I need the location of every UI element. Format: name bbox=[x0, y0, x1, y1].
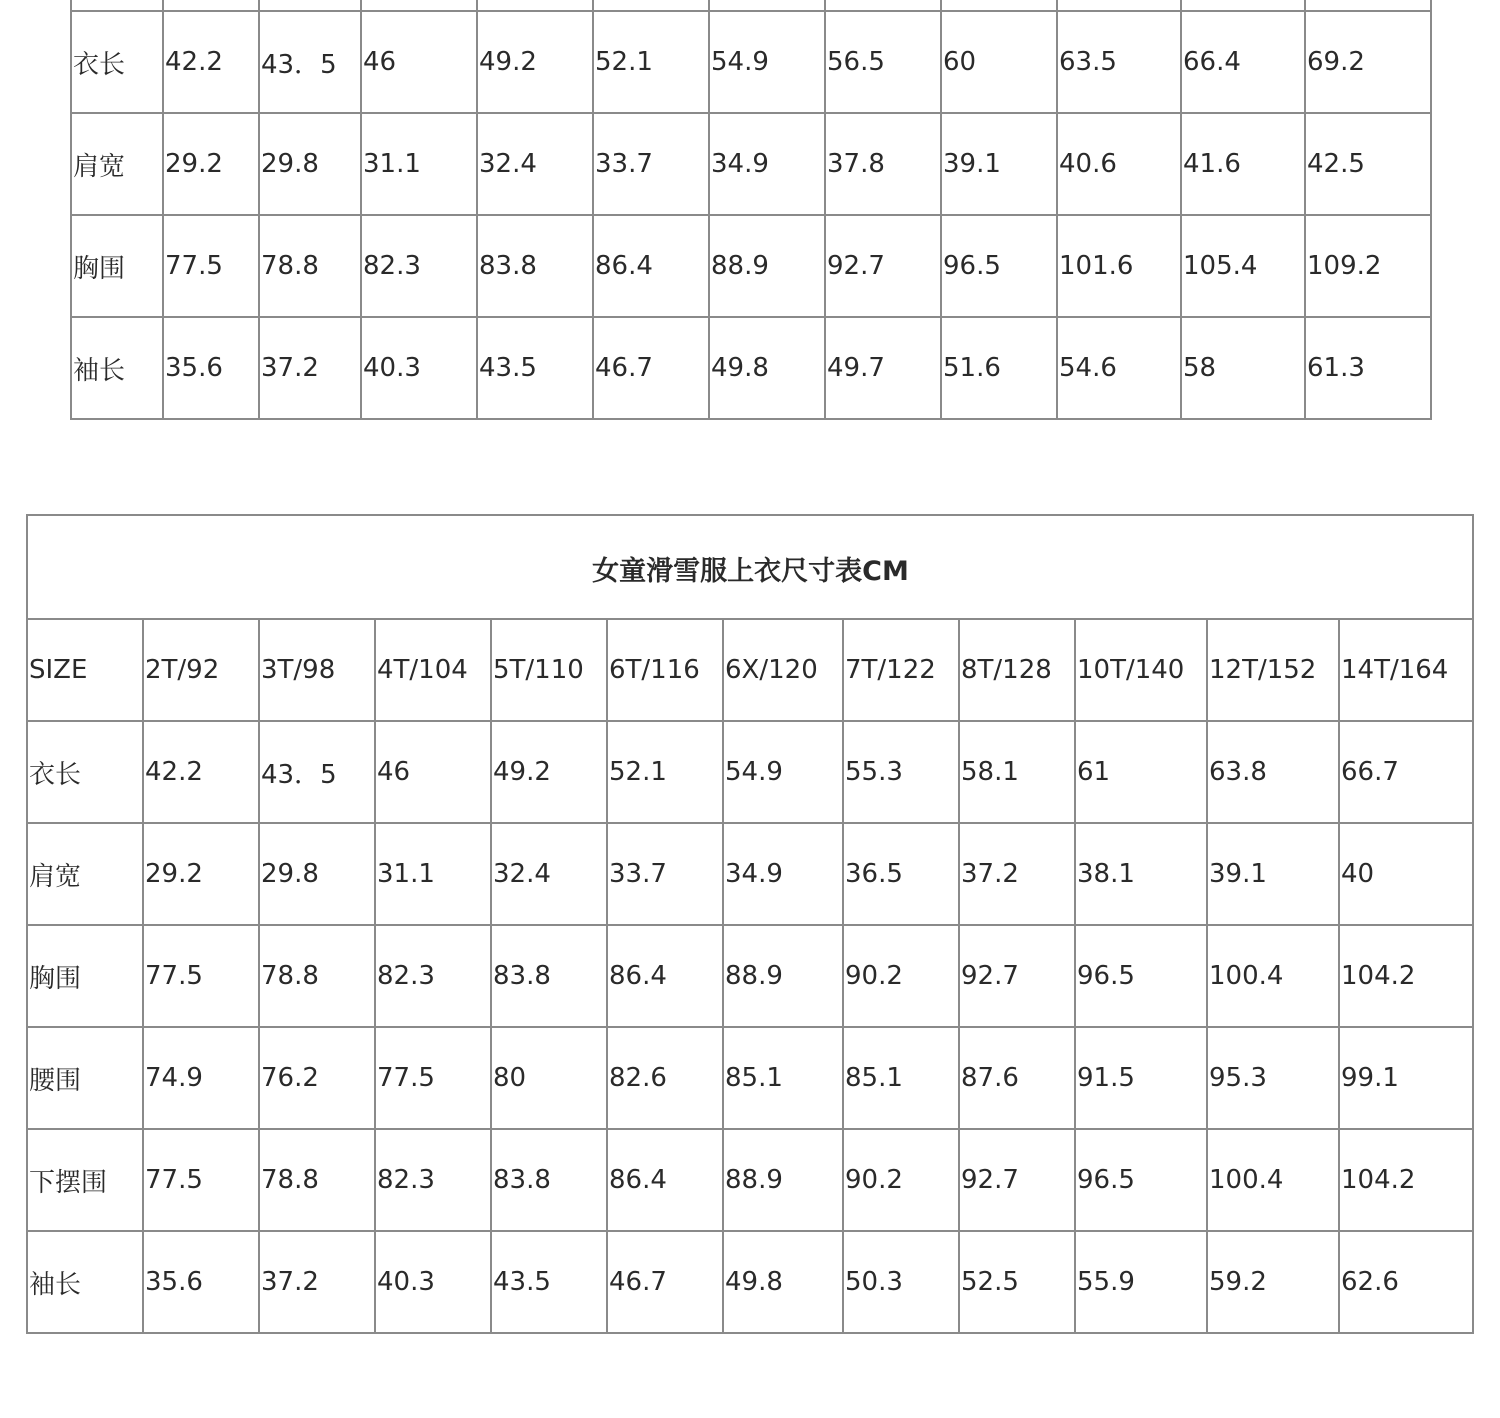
table-cell: 49.8 bbox=[709, 317, 825, 419]
table-cell: 96.5 bbox=[941, 215, 1057, 317]
table-cell: 40.6 bbox=[1057, 113, 1181, 215]
table-cell: 99.1 bbox=[1339, 1027, 1473, 1129]
table-cell: 38.1 bbox=[1075, 823, 1207, 925]
table-cell: 37.2 bbox=[259, 1231, 375, 1333]
table-row bbox=[27, 823, 1473, 925]
table-cell: 37.2 bbox=[959, 823, 1075, 925]
row-label: 衣长 bbox=[71, 11, 163, 113]
table-cell: 31.1 bbox=[375, 823, 491, 925]
table-cell: 109.2 bbox=[1305, 215, 1431, 317]
table-cell: 49.2 bbox=[491, 721, 607, 823]
table-cell: 29.8 bbox=[259, 823, 375, 925]
header-cell-size-code: 7T/122 bbox=[843, 619, 959, 721]
table-cell: 55.9 bbox=[1075, 1231, 1207, 1333]
table-cell: 82.3 bbox=[375, 1129, 491, 1231]
table-cell: 54.6 bbox=[1057, 317, 1181, 419]
row-label: 下摆围 bbox=[27, 1129, 143, 1231]
table-cell: 95.3 bbox=[1207, 1027, 1339, 1129]
table-cell: 43．5 bbox=[259, 11, 361, 113]
table-cell: 35.6 bbox=[163, 317, 259, 419]
table-cell: 32.4 bbox=[491, 823, 607, 925]
header-cell-size bbox=[71, 0, 163, 11]
table-cell: 40 bbox=[1339, 823, 1473, 925]
table-row bbox=[27, 1129, 1473, 1231]
table-cell: 34.9 bbox=[709, 113, 825, 215]
header-cell-size-code bbox=[361, 0, 477, 11]
table-cell: 49.2 bbox=[477, 11, 593, 113]
header-cell-size-code: 12T/152 bbox=[1207, 619, 1339, 721]
table-row bbox=[71, 113, 1431, 215]
table-cell: 101.6 bbox=[1057, 215, 1181, 317]
table-cell: 74.9 bbox=[143, 1027, 259, 1129]
table-row bbox=[27, 1027, 1473, 1129]
table-cell: 50.3 bbox=[843, 1231, 959, 1333]
table-row bbox=[71, 11, 1431, 113]
girls-ski-jacket-size-table-body bbox=[27, 515, 1473, 1333]
table-cell: 77.5 bbox=[143, 1129, 259, 1231]
table-row bbox=[27, 721, 1473, 823]
table-cell: 34.9 bbox=[723, 823, 843, 925]
table-cell: 39.1 bbox=[941, 113, 1057, 215]
table-cell: 85.1 bbox=[723, 1027, 843, 1129]
table-cell: 46.7 bbox=[593, 317, 709, 419]
header-cell-size-code bbox=[163, 0, 259, 11]
header-cell-size-code: 5T/110 bbox=[491, 619, 607, 721]
table-cell: 86.4 bbox=[607, 925, 723, 1027]
table-cell: 77.5 bbox=[163, 215, 259, 317]
header-cell-size-code: 14T/164 bbox=[1339, 619, 1473, 721]
table-cell: 80 bbox=[491, 1027, 607, 1129]
table-cell: 49.8 bbox=[723, 1231, 843, 1333]
row-label: 衣长 bbox=[27, 721, 143, 823]
table-cell: 61.3 bbox=[1305, 317, 1431, 419]
header-cell-size-code: 6X/120 bbox=[723, 619, 843, 721]
table-cell: 85.1 bbox=[843, 1027, 959, 1129]
table-cell: 104.2 bbox=[1339, 1129, 1473, 1231]
table-cell: 77.5 bbox=[375, 1027, 491, 1129]
table-cell: 56.5 bbox=[825, 11, 941, 113]
table-row bbox=[27, 1231, 1473, 1333]
table-cell: 40.3 bbox=[361, 317, 477, 419]
table-cell: 42.5 bbox=[1305, 113, 1431, 215]
header-cell-size-code bbox=[1057, 0, 1181, 11]
table-cell: 96.5 bbox=[1075, 925, 1207, 1027]
table-cell: 54.9 bbox=[709, 11, 825, 113]
table-cell: 83.8 bbox=[477, 215, 593, 317]
header-cell-size-code: 3T/98 bbox=[259, 619, 375, 721]
table-cell: 42.2 bbox=[163, 11, 259, 113]
row-label: 腰围 bbox=[27, 1027, 143, 1129]
table-cell: 62.6 bbox=[1339, 1231, 1473, 1333]
table-title: 女童滑雪服上衣尺寸表CM bbox=[27, 515, 1473, 619]
girls-ski-jacket-size-table bbox=[26, 514, 1474, 1334]
table-cell: 92.7 bbox=[959, 925, 1075, 1027]
table-cell: 55.3 bbox=[843, 721, 959, 823]
table-cell: 76.2 bbox=[259, 1027, 375, 1129]
header-cell-size-code: 2T/92 bbox=[143, 619, 259, 721]
table-cell: 82.3 bbox=[375, 925, 491, 1027]
table-cell: 96.5 bbox=[1075, 1129, 1207, 1231]
header-cell-size-code bbox=[1305, 0, 1431, 11]
table-cell: 88.9 bbox=[709, 215, 825, 317]
table-cell: 100.4 bbox=[1207, 1129, 1339, 1231]
table-cell: 63.5 bbox=[1057, 11, 1181, 113]
table-cell: 78.8 bbox=[259, 215, 361, 317]
size-table-top bbox=[70, 0, 1432, 420]
table-cell: 88.9 bbox=[723, 925, 843, 1027]
table-cell: 33.7 bbox=[593, 113, 709, 215]
header-cell-size-code bbox=[709, 0, 825, 11]
table-cell: 37.2 bbox=[259, 317, 361, 419]
header-cell-size-code bbox=[1181, 0, 1305, 11]
table-cell: 86.4 bbox=[607, 1129, 723, 1231]
table-cell: 66.7 bbox=[1339, 721, 1473, 823]
table-cell: 31.1 bbox=[361, 113, 477, 215]
table-cell: 77.5 bbox=[143, 925, 259, 1027]
table-cell: 52.1 bbox=[607, 721, 723, 823]
table-cell: 104.2 bbox=[1339, 925, 1473, 1027]
header-cell-size: SIZE bbox=[27, 619, 143, 721]
table-cell: 51.6 bbox=[941, 317, 1057, 419]
header-cell-size-code: 10T/140 bbox=[1075, 619, 1207, 721]
header-row bbox=[71, 0, 1431, 11]
table-cell: 90.2 bbox=[843, 925, 959, 1027]
table-cell: 43.5 bbox=[477, 317, 593, 419]
table-row bbox=[71, 215, 1431, 317]
header-cell-size-code: 6T/116 bbox=[607, 619, 723, 721]
header-cell-size-code bbox=[593, 0, 709, 11]
table-cell: 46 bbox=[361, 11, 477, 113]
header-cell-size-code: 4T/104 bbox=[375, 619, 491, 721]
table-cell: 92.7 bbox=[959, 1129, 1075, 1231]
row-label: 肩宽 bbox=[27, 823, 143, 925]
table-cell: 41.6 bbox=[1181, 113, 1305, 215]
table-cell: 37.8 bbox=[825, 113, 941, 215]
header-row bbox=[27, 619, 1473, 721]
table-cell: 78.8 bbox=[259, 925, 375, 1027]
table-cell: 49.7 bbox=[825, 317, 941, 419]
table-cell: 43.5 bbox=[491, 1231, 607, 1333]
table-cell: 63.8 bbox=[1207, 721, 1339, 823]
table-cell: 58 bbox=[1181, 317, 1305, 419]
table-cell: 40.3 bbox=[375, 1231, 491, 1333]
table-cell: 54.9 bbox=[723, 721, 843, 823]
row-label: 袖长 bbox=[71, 317, 163, 419]
header-cell-size-code bbox=[477, 0, 593, 11]
table-row bbox=[27, 925, 1473, 1027]
table-cell: 33.7 bbox=[607, 823, 723, 925]
table-cell: 60 bbox=[941, 11, 1057, 113]
header-cell-size-code bbox=[825, 0, 941, 11]
table-cell: 52.5 bbox=[959, 1231, 1075, 1333]
size-table-top-body bbox=[71, 0, 1431, 419]
table-cell: 61 bbox=[1075, 721, 1207, 823]
table-cell: 52.1 bbox=[593, 11, 709, 113]
table-cell: 78.8 bbox=[259, 1129, 375, 1231]
table-cell: 29.8 bbox=[259, 113, 361, 215]
table-cell: 42.2 bbox=[143, 721, 259, 823]
table-cell: 105.4 bbox=[1181, 215, 1305, 317]
table-cell: 90.2 bbox=[843, 1129, 959, 1231]
table-cell: 29.2 bbox=[143, 823, 259, 925]
table-cell: 46 bbox=[375, 721, 491, 823]
table-cell: 82.6 bbox=[607, 1027, 723, 1129]
row-label: 袖长 bbox=[27, 1231, 143, 1333]
table-cell: 32.4 bbox=[477, 113, 593, 215]
row-label: 肩宽 bbox=[71, 113, 163, 215]
table-cell: 87.6 bbox=[959, 1027, 1075, 1129]
table-cell: 35.6 bbox=[143, 1231, 259, 1333]
table-cell: 83.8 bbox=[491, 925, 607, 1027]
table-cell: 92.7 bbox=[825, 215, 941, 317]
table-cell: 83.8 bbox=[491, 1129, 607, 1231]
row-label: 胸围 bbox=[27, 925, 143, 1027]
table-cell: 82.3 bbox=[361, 215, 477, 317]
header-cell-size-code bbox=[259, 0, 361, 11]
table-cell: 66.4 bbox=[1181, 11, 1305, 113]
table-cell: 88.9 bbox=[723, 1129, 843, 1231]
table-cell: 58.1 bbox=[959, 721, 1075, 823]
table-cell: 43．5 bbox=[259, 721, 375, 823]
table-cell: 69.2 bbox=[1305, 11, 1431, 113]
row-label: 胸围 bbox=[71, 215, 163, 317]
table-cell: 91.5 bbox=[1075, 1027, 1207, 1129]
table-row bbox=[71, 317, 1431, 419]
table-cell: 29.2 bbox=[163, 113, 259, 215]
header-cell-size-code bbox=[941, 0, 1057, 11]
table-cell: 59.2 bbox=[1207, 1231, 1339, 1333]
table-cell: 100.4 bbox=[1207, 925, 1339, 1027]
header-cell-size-code: 8T/128 bbox=[959, 619, 1075, 721]
table-cell: 39.1 bbox=[1207, 823, 1339, 925]
table-title-row bbox=[27, 515, 1473, 619]
table-cell: 36.5 bbox=[843, 823, 959, 925]
table-cell: 46.7 bbox=[607, 1231, 723, 1333]
table-cell: 86.4 bbox=[593, 215, 709, 317]
